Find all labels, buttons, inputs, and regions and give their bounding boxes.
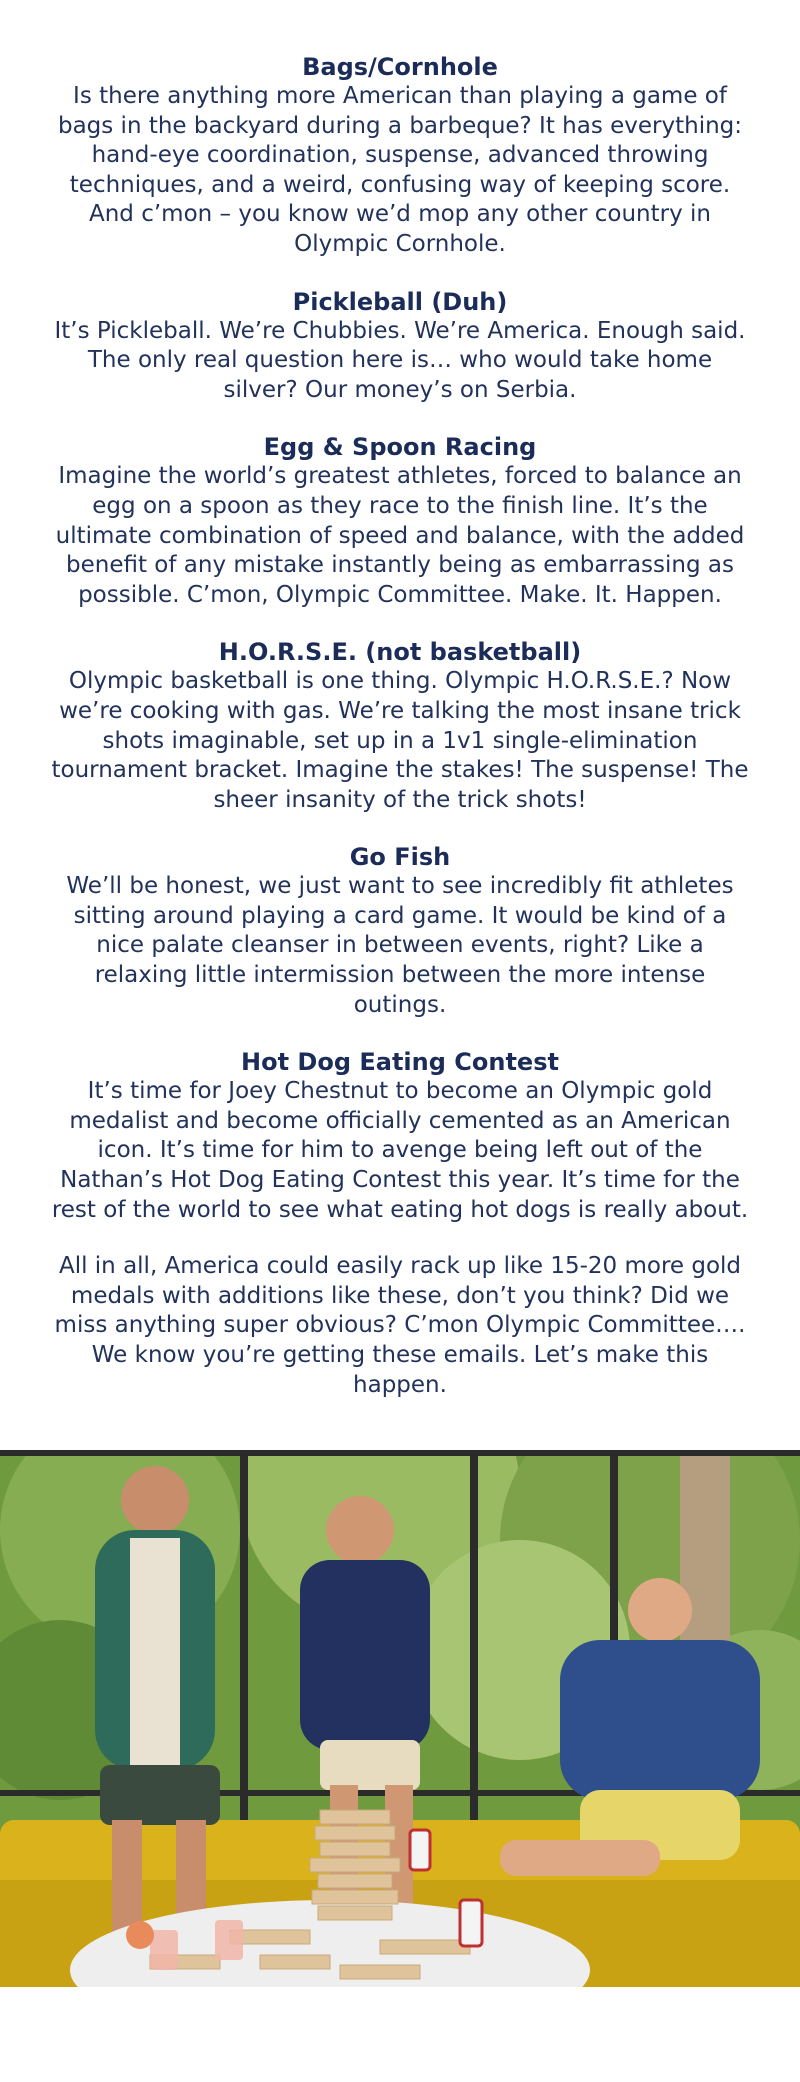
person-right-head [628,1578,692,1642]
person-left-head [121,1466,189,1534]
leg [500,1840,660,1876]
section-title: Bags/Cornhole [302,53,498,81]
drink-glass [215,1920,243,1960]
section-body: Imagine the world’s greatest athletes, forced to balance an egg on a spoon as they race to the finish line. It’s the ultimate combination of speed and balance, with the added benefit of any mistake instantly being as embarrassing as possible. C’mon, Olympic Committee. Make. It. Happen. [55,463,745,608]
section-body: It’s time for Joey Chestnut to become an Olympic gold medalist and become officially cemented as an American icon. It’s time for him to avenge being left out of the Nathan’s Hot Dog Eating Contest this year. It’s time for the rest of the world to see what eating hot dogs is really about. [51,1078,749,1223]
shorts [100,1765,220,1825]
section-body: Is there anything more American than playing a game of bags in the backyard during a barbeque? It has everything: hand-eye coordination, suspense, advanced throwing techniques, and a weird, confusing way of keeping score. And c’mon – you know we’d mop any other country in Olympic Cornhole. [57,83,743,257]
closing-paragraph: All in all, America could easily rack up like 15-20 more gold medals with additions like these, don’t you think? Did we miss anything super obvious? C’mon Olympic Committee…. We know you’re getting these emails. Let’s make this happen. [54,1253,746,1398]
soda-can [460,1900,482,1946]
section-pickleball [50,287,750,406]
section-bags-cornhole [50,52,750,260]
section-body: It’s Pickleball. We’re Chubbies. We’re America. Enough said. The only real question here is… who would take home silver? Our money’s on Serbia. [54,317,746,403]
section-title: Pickleball (Duh) [292,287,508,316]
person-middle-head [326,1496,394,1564]
section-title: Go Fish [349,843,451,872]
lifestyle-photo [0,1450,800,1987]
section-title: H.O.R.S.E. (not basketball) [218,638,582,667]
white-tee [130,1538,180,1768]
section-body: We’ll be honest, we just want to see incredibly fit athletes sitting around playing a card game. It would be kind of a nice palate cleanser in between events, right? Like a relaxing little intermission between the more intense outings. [66,873,734,1018]
blue-tee [560,1640,760,1800]
porch-frame [0,1450,800,1456]
section-egg-spoon-racing [50,432,750,610]
khaki-shorts [320,1740,420,1790]
section-go-fish [50,842,750,1020]
navy-shirt [300,1560,430,1750]
section-horse [50,637,750,815]
soda-can [410,1830,430,1870]
porch-frame [470,1450,478,1820]
section-hot-dog-eating [50,1047,750,1225]
grapefruit-slice [126,1921,154,1949]
drink-glass [150,1930,178,1970]
section-body: Olympic basketball is one thing. Olympic H.O.R.S.E.? Now we’re cooking with gas. We’re talking the most insane trick shots imaginable, set up in a 1v1 single-elimination tournament bracket. Imagine the stakes! The suspense! The sheer insanity of the trick shots! [51,668,749,813]
section-title: Hot Dog Eating Contest [241,1048,559,1077]
porch-frame [240,1450,248,1820]
section-title: Egg & Spoon Racing [263,433,537,462]
